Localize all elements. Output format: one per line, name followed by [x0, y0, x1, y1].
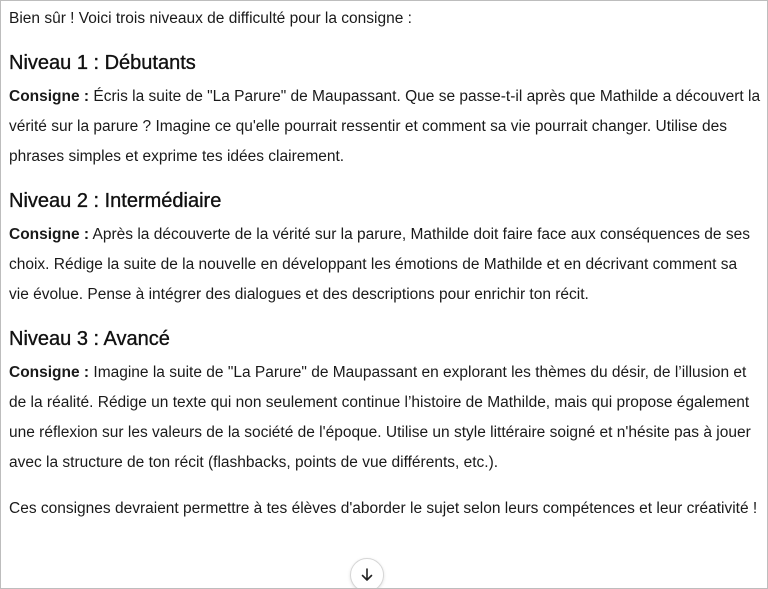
level-1-section	[9, 48, 761, 172]
assistant-message	[9, 4, 761, 524]
level-2-label: Consigne :	[9, 226, 90, 243]
level-1-label: Consigne :	[9, 88, 90, 105]
level-2-text: Après la découverte de la vérité sur la parure, Mathilde doit faire face aux conséquences de ses choix. Rédige la suite de la nouvelle en développant les émotions de Mathilde et en décrivant comment sa vie évolue. Pense à intégrer des dialogues et des descriptions pour enrichir ton récit.	[9, 226, 750, 303]
scroll-to-bottom-button[interactable]	[350, 558, 384, 589]
level-2-heading: Niveau 2 : Intermédiaire	[9, 190, 222, 212]
level-3-heading: Niveau 3 : Avancé	[9, 328, 170, 350]
arrow-down-icon	[359, 567, 375, 583]
level-3-section	[9, 324, 761, 478]
level-1-text: Écris la suite de "La Parure" de Maupassant. Que se passe-t-il après que Mathilde a découvert la vérité sur la parure ? Imagine ce qu'elle pourrait ressentir et comment sa vie pourrait changer. Utilise des phrases simples et exprime tes idées clairement.	[9, 88, 761, 165]
level-2-instruction	[9, 220, 761, 310]
level-1-heading: Niveau 1 : Débutants	[9, 52, 196, 74]
level-3-instruction	[9, 358, 761, 478]
closing-text: Ces consignes devraient permettre à tes élèves d'aborder le sujet selon leurs compétences et leur créativité !	[9, 500, 758, 517]
level-3-label: Consigne :	[9, 364, 90, 381]
level-1-instruction	[9, 82, 761, 172]
intro-text: Bien sûr ! Voici trois niveaux de difficulté pour la consigne :	[9, 10, 412, 27]
level-2-section	[9, 186, 761, 310]
level-3-text: Imagine la suite de "La Parure" de Maupassant en explorant les thèmes du désir, de l’illusion et de la réalité. Rédige un texte qui non seulement continue l’histoire de Mathilde, mais qui propose également une réflexion sur les valeurs de la société de l'époque. Utilise un style littéraire soigné et n'hésite pas à jouer avec la structure de ton récit (flashbacks, points de vue différents, etc.).	[9, 364, 751, 471]
